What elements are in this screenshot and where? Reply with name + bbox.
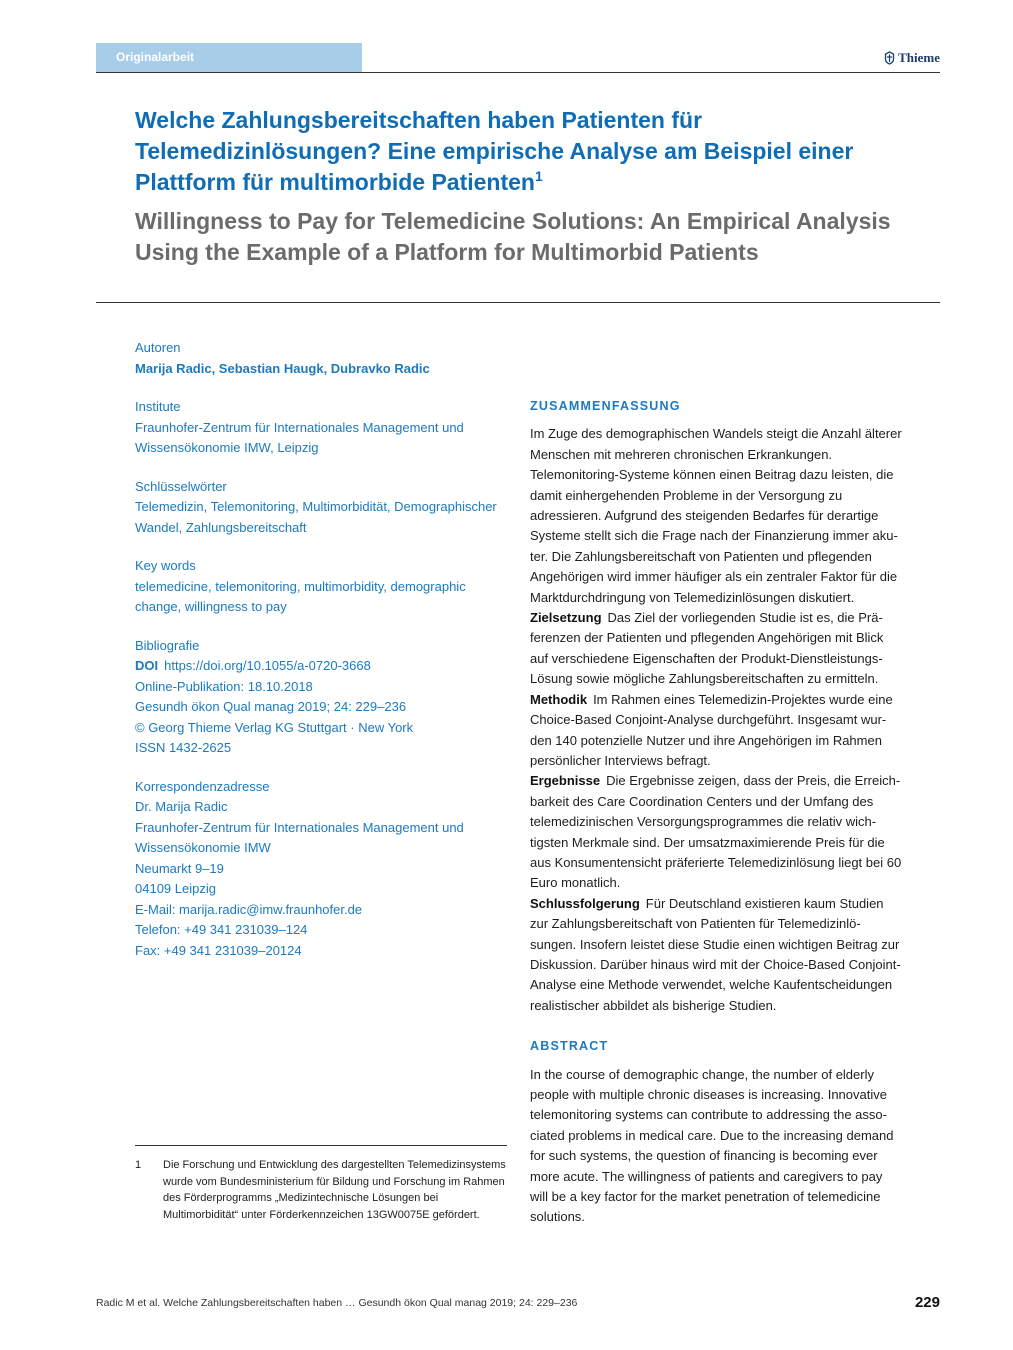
footnote-mark: 1 <box>534 168 543 184</box>
corr-fax: Fax: +49 341 231039–20124 <box>135 942 302 958</box>
publisher-name: Thieme <box>898 50 940 65</box>
institute-block <box>135 397 515 459</box>
results-text: Die Ergebnisse zeigen, dass der Preis, die Erreichbarkeit des Care Coordination Centers und der Umfang des telemedizinischen Versorgungsprogrammes die relativ wichtigsten Merkmale sind. Der umsatzmaximierende Preis für die aus Konsumentensicht präferierte Telemedizinlösung liegt bei 60 Euro monatlich. <box>530 773 902 891</box>
abstract-column <box>530 396 902 1228</box>
footnote <box>135 1157 507 1223</box>
publisher-logo <box>884 50 940 66</box>
aim-text: Das Ziel der vorliegenden Studie ist es, die Präferenzen der Patienten und pflegenden Angehörigen mit Blick auf verschiedene Eigenschaften der Produkt-Dienstleistungs-Lösung sowie mögliche Zahlungsbereitschaften zu ermitteln. <box>530 610 884 687</box>
institute-text: Fraunhofer-Zentrum für Internationales Management und Wissensökonomie IMW, Leipzig <box>135 419 464 455</box>
summary-results <box>530 771 902 893</box>
corr-organization: Fraunhofer-Zentrum für Internationales Management und Wissensökonomie IMW <box>135 819 464 855</box>
keywords-en-text: telemedicine, telemonitoring, multimorbidity, demographic change, willingness to pay <box>135 578 466 614</box>
title-german-text: Welche Zahlungsbereitschaften haben Patienten für Telemedizinlösungen? Eine empirische Analyse am Beispiel einer Plattform für multimorbide Patienten <box>135 107 854 195</box>
abstract-text: In the course of demographic change, the number of elderly people with multiple chronic diseases is increasing. Innovative telemonitoring systems can contribute to addressing the associated problems in medical care. Due to the increasing demand for such systems, the question of financing is becoming ever more acute. The willingness of patients and caregivers to pay will be a key factor for the market penetration of telemedicine solutions. <box>530 1066 894 1225</box>
authors-heading: Autoren <box>135 340 181 355</box>
summary-heading: ZUSAMMENFASSUNG <box>530 399 681 413</box>
keywords-de-heading: Schlüsselwörter <box>135 478 227 494</box>
institute-heading: Institute <box>135 399 181 414</box>
abstract-heading: ABSTRACT <box>530 1039 609 1054</box>
running-footer: Radic M et al. Welche Zahlungsbereitschaften haben … Gesundh ökon Qual manag 2019; 24: 229–236 <box>96 1297 578 1309</box>
keywords-en-heading: Key words <box>135 558 196 573</box>
correspondence-block <box>135 777 515 962</box>
footnote-divider <box>135 1145 507 1146</box>
keywords-en-block <box>135 556 515 618</box>
corr-email[interactable]: E-Mail: marija.radic@imw.fraunhofer.de <box>135 901 363 917</box>
method-label: Methodik <box>530 691 588 707</box>
online-publication: Online-Publikation: 18.10.2018 <box>135 678 313 694</box>
thieme-emblem-icon <box>884 51 895 65</box>
correspondence-heading: Korrespondenzadresse <box>135 778 270 794</box>
article-metadata <box>135 338 515 979</box>
doi-link[interactable]: https://doi.org/10.1055/a-0720-3668 <box>164 658 371 673</box>
corr-phone: Telefon: +49 341 231039–124 <box>135 922 308 937</box>
copyright: © Georg Thieme Verlag KG Stuttgart · New York <box>135 719 414 735</box>
conclusion-text: Für Deutschland existieren kaum Studien zur Zahlungsbereitschaft von Patienten für Telemedizinlösungen. Insofern leistet diese Studie einen wichtigen Beitrag zur Diskussion. Darüber hinaus wird mit der Choice-Based Conjoint-Analyse eine Methode verwendet, welche Kaufentscheidungen realistischer abbildet als bisherige Studien. <box>530 895 901 1013</box>
issn: ISSN 1432-2625 <box>135 740 232 755</box>
authors-block <box>135 338 515 379</box>
footnote-text: Die Forschung und Entwicklung des dargestellten Telemedizinsystems wurde vom Bundesministerium für Bildung und Forschung im Rahmen des Förderprogramms „Medizintechnische Lösungen bei Multimorbidität“ unter Förderkennzeichen 13GW0075E gefördert. <box>163 1159 506 1221</box>
title-german <box>135 105 925 198</box>
keywords-de-text: Telemedizin, Telemonitoring, Multimorbidität, Demographischer Wandel, Zahlungsbereitschaft <box>135 499 497 535</box>
keywords-de-block <box>135 477 515 539</box>
results-label: Ergebnisse <box>530 773 601 789</box>
method-text: Im Rahmen eines Telemedizin-Projektes wurde eine Choice-Based Conjoint-Analyse durchgeführt. Insgesamt wurden 140 potenzielle Nutzer und ihre Angehörigen im Rahmen persönlicher Interviews befragt. <box>530 691 893 768</box>
bibliography-block <box>135 636 515 759</box>
title-divider <box>96 302 940 303</box>
summary-aim <box>530 608 902 690</box>
corr-city: 04109 Leipzig <box>135 881 216 896</box>
aim-label: Zielsetzung <box>530 610 602 626</box>
footnote-number: 1 <box>135 1159 142 1171</box>
conclusion-label: Schlussfolgerung <box>530 895 640 911</box>
citation: Gesundh ökon Qual manag 2019; 24: 229–236 <box>135 699 407 714</box>
section-spacer <box>530 1016 902 1036</box>
corr-name: Dr. Marija Radic <box>135 799 228 814</box>
page-number: 229 <box>914 1294 940 1311</box>
article-type-tag: Originalarbeit <box>96 43 362 72</box>
summary-intro: Im Zuge des demographischen Wandels steigt die Anzahl älterer Menschen mit mehreren chronischen Erkrankungen. Telemonitoring-Systeme können einen Beitrag dazu leisten, die damit einhergehenden Probleme in der Versorgung zu adressieren. Aufgrund des steigenden Bedarfes für derartige Systeme stellt sich die Frage nach der Finanzierung immer akuter. Die Zahlungsbereitschaft von Patienten und pflegenden Angehörigen wird immer häufiger als ein zentraler Faktor für die Marktdurchdringung von Telemedizinlösungen diskutiert. <box>530 426 902 605</box>
header-divider <box>96 72 940 73</box>
authors-list: Marija Radic, Sebastian Haugk, Dubravko Radic <box>135 360 430 376</box>
corr-street: Neumarkt 9–19 <box>135 860 224 876</box>
summary-method <box>530 690 902 772</box>
doi-label: DOI <box>135 658 159 673</box>
doi-line <box>135 656 515 677</box>
title-english: Willingness to Pay for Telemedicine Solutions: An Empirical Analysis Using the Example of a Platform for Multimorbid Patients <box>135 208 891 265</box>
summary-conclusion <box>530 894 902 1016</box>
bibliography-heading: Bibliografie <box>135 637 200 653</box>
